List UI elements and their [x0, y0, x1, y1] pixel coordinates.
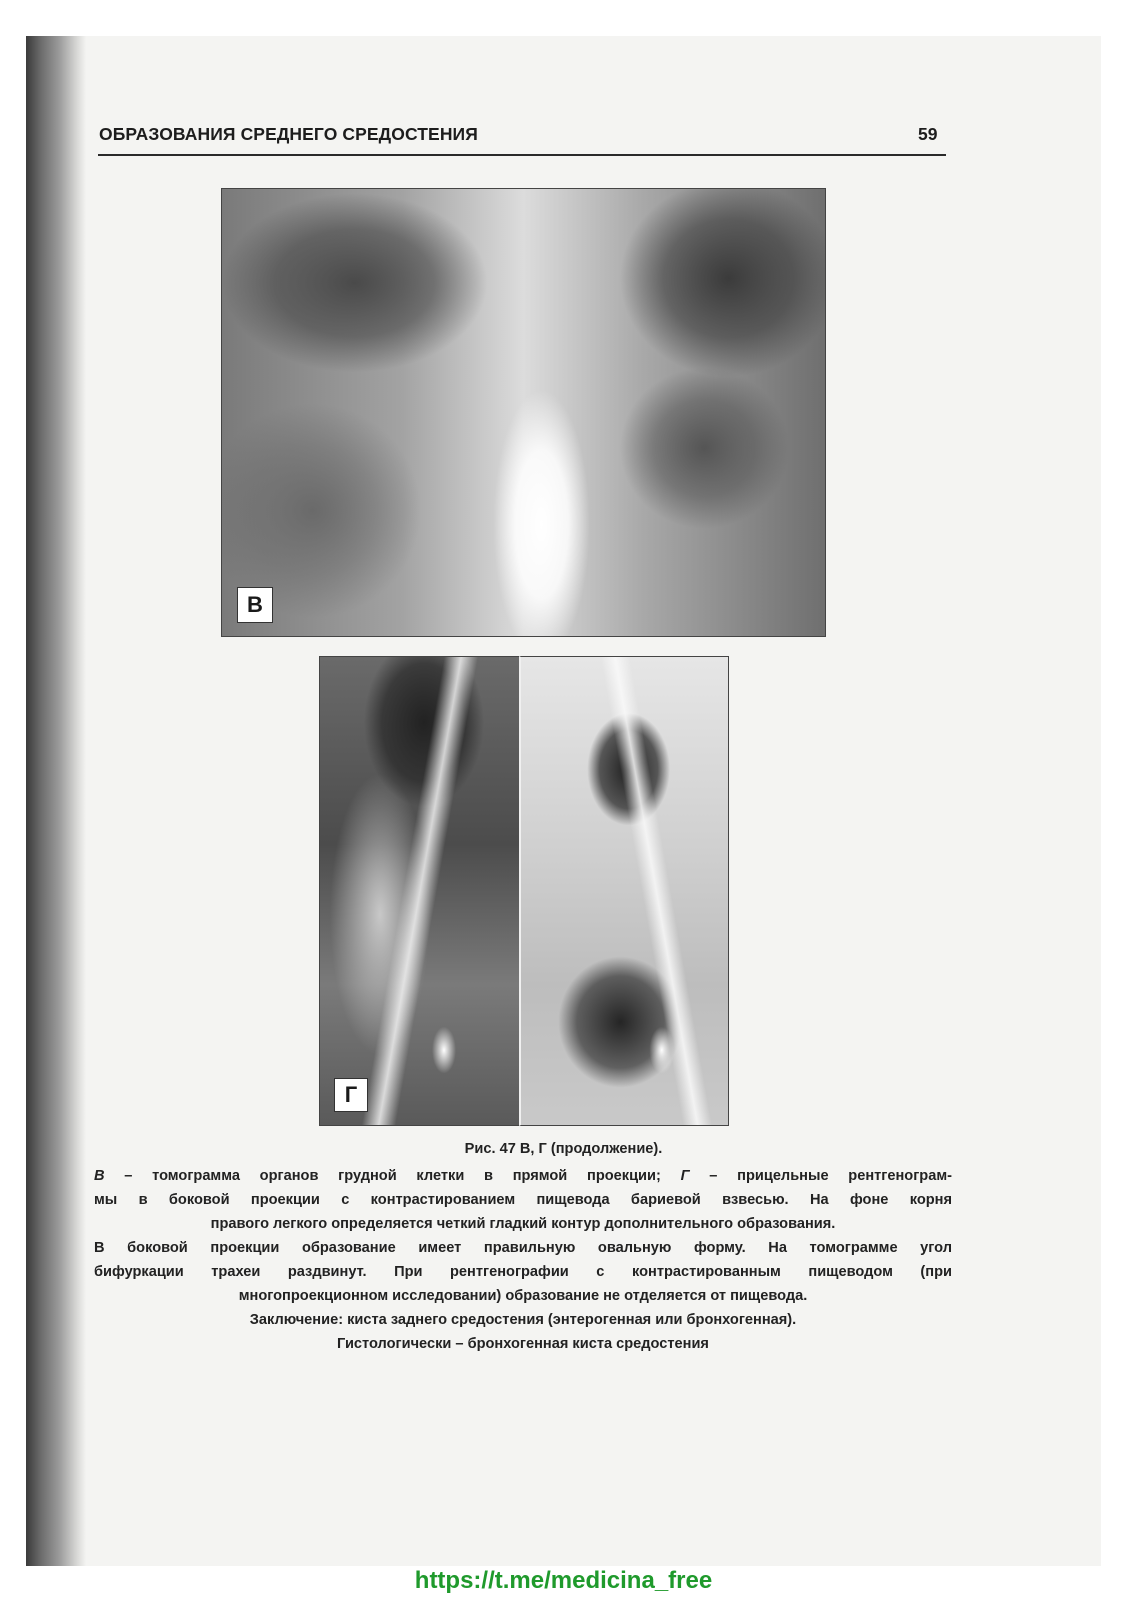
book-spine-shadow	[26, 36, 86, 1566]
caption-text: – прицельные рентгенограм-	[689, 1168, 952, 1184]
figure-caption-body	[94, 1164, 952, 1356]
caption-line-1	[94, 1164, 952, 1188]
caption-text: – томограмма органов грудной клетки в прямой проекции;	[104, 1168, 681, 1184]
caption-line-4: В боковой проекции образование имеет правильную овальную форму. На томограмме угол	[94, 1240, 952, 1256]
xray-panel-g-right	[519, 656, 729, 1126]
caption-line-3: правого легкого определяется четкий гладкий контур дополнительного образования.	[210, 1216, 836, 1232]
caption-label-g: Г	[680, 1168, 690, 1184]
caption-line-2: мы в боковой проекции с контрастированием пищевода бариевой взвесью. На фоне корня	[94, 1192, 952, 1208]
panel-b-label: В	[237, 587, 273, 623]
panel-g-label: Г	[334, 1078, 368, 1112]
page-number: 59	[918, 124, 938, 144]
caption-line-6: многопроекционном исследовании) образование не отделяется от пищевода.	[238, 1288, 808, 1304]
xray-panel-b	[221, 188, 826, 637]
caption-line-8: Гистологически – бронхогенная киста средостения	[337, 1336, 709, 1352]
running-header-title: ОБРАЗОВАНИЯ СРЕДНЕГО СРЕДОСТЕНИЯ	[99, 124, 478, 144]
caption-label-b: В	[94, 1168, 105, 1184]
header-rule	[98, 154, 946, 156]
caption-line-5: бифуркации трахеи раздвинут. При рентгенографии с контрастированным пищеводом (при	[94, 1264, 952, 1280]
telegram-link[interactable]: https://t.me/medicina_free	[414, 1567, 713, 1594]
xray-panel-g-left	[319, 656, 520, 1126]
figure-caption-title: Рис. 47 В, Г (продолжение).	[464, 1141, 663, 1157]
caption-line-7: Заключение: киста заднего средостения (энтерогенная или бронхогенная).	[249, 1312, 797, 1328]
scanned-page	[26, 36, 1101, 1566]
